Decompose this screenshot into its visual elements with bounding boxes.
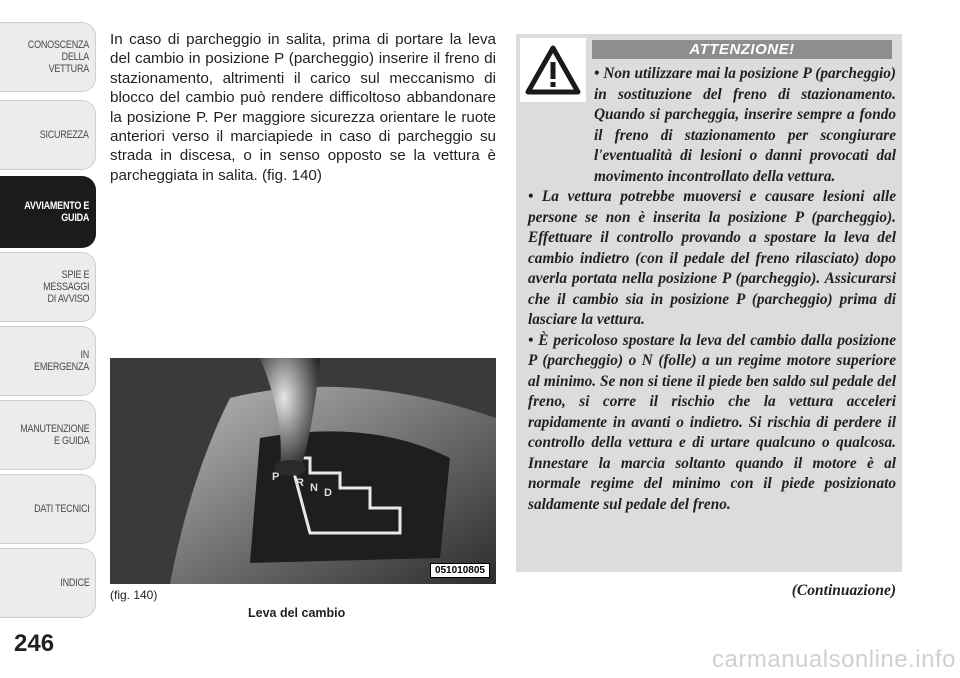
continuation-note: (Continuazione) xyxy=(791,582,896,599)
warning-bullet: • La vettura potrebbe muoversi e causare lesioni alle persone se non è inserita la posizione P (parcheggio). Effettuare il controllo provando a spostare la leva del cambio indietro (con il pedale del freno rilasciato) dopo averla portata nella posizione P (parcheggio). Assicurarsi che il cambio sia in posizione P (parcheggio) prima di lasciare la vettura. xyxy=(528,188,896,328)
gear-lever-illustration xyxy=(110,358,496,584)
body-paragraph: In caso di parcheggio in salita, prima di portare la leva del cambio in posizione P (parcheggio) inserire il freno di stazionamento, altrimenti il carico sul meccanismo di blocco del cambio può rendere difficoltoso abbandonare la posizione P. Per maggiore sicurezza orientare le ruote anteriori verso il marciapiede in caso di parcheggio su strada in discesa, o in senso opposto se la vettura è parcheggiata in salita. (fig. 140) xyxy=(110,31,496,184)
tab-in-emergenza[interactable]: IN EMERGENZA xyxy=(0,326,96,396)
gear-label-p: P xyxy=(272,471,280,483)
tab-avviamento-e-guida[interactable]: AVVIAMENTO E GUIDA xyxy=(0,176,96,248)
gear-label-n: N xyxy=(310,482,318,494)
figure-reference: (fig. 140) xyxy=(110,588,158,602)
gear-label-r: R xyxy=(296,477,304,489)
tab-spie-e-messaggi[interactable]: SPIE E MESSAGGI DI AVVISO xyxy=(0,252,96,322)
gear-label-d: D xyxy=(324,487,332,499)
warning-text xyxy=(528,64,896,515)
warning-bullet: • Non utilizzare mai la posizione P (parcheggio) in sostituzione del freno di stazionamento. Quando si parcheggia, inserire sempre a fondo il freno di stazionamento per scongiurare l'eventualità di lesioni o danni provocati dal movimento incontrollato della vettura. xyxy=(594,65,896,185)
watermark: carmanualsonline.info xyxy=(712,646,956,673)
tab-dati-tecnici[interactable]: DATI TECNICI xyxy=(0,474,96,544)
warning-title: ATTENZIONE! xyxy=(592,40,892,59)
tab-indice[interactable]: INDICE xyxy=(0,548,96,618)
tab-sicurezza[interactable]: SICUREZZA xyxy=(0,100,96,170)
tab-conoscenza-della-vettura[interactable]: CONOSCENZA DELLA VETTURA xyxy=(0,22,96,92)
gear-lever-figure xyxy=(110,358,496,584)
tab-manutenzione[interactable]: MANUTENZIONE E GUIDA xyxy=(0,400,96,470)
chapter-tabs xyxy=(0,0,98,630)
page-number: 246 xyxy=(14,630,55,657)
figure-caption: Leva del cambio xyxy=(248,606,346,620)
figure-code: 051010805 xyxy=(430,563,490,578)
warning-bullet: • È pericoloso spostare la leva del cambio dalla posizione P (parcheggio) o N (folle) a un regime motore superiore al minimo. Se non si tiene il piede ben saldo sul pedale del freno, si corre il rischio che la vettura acceleri rapidamente in avanti o indietro. Si rischia di perdere il controllo della vettura e di urtare qualcuno o qualcosa. Innestare la marcia soltanto quando il motore è al normale regime del minimo con il piede posizionato saldamente sul pedale del freno. xyxy=(528,331,896,513)
